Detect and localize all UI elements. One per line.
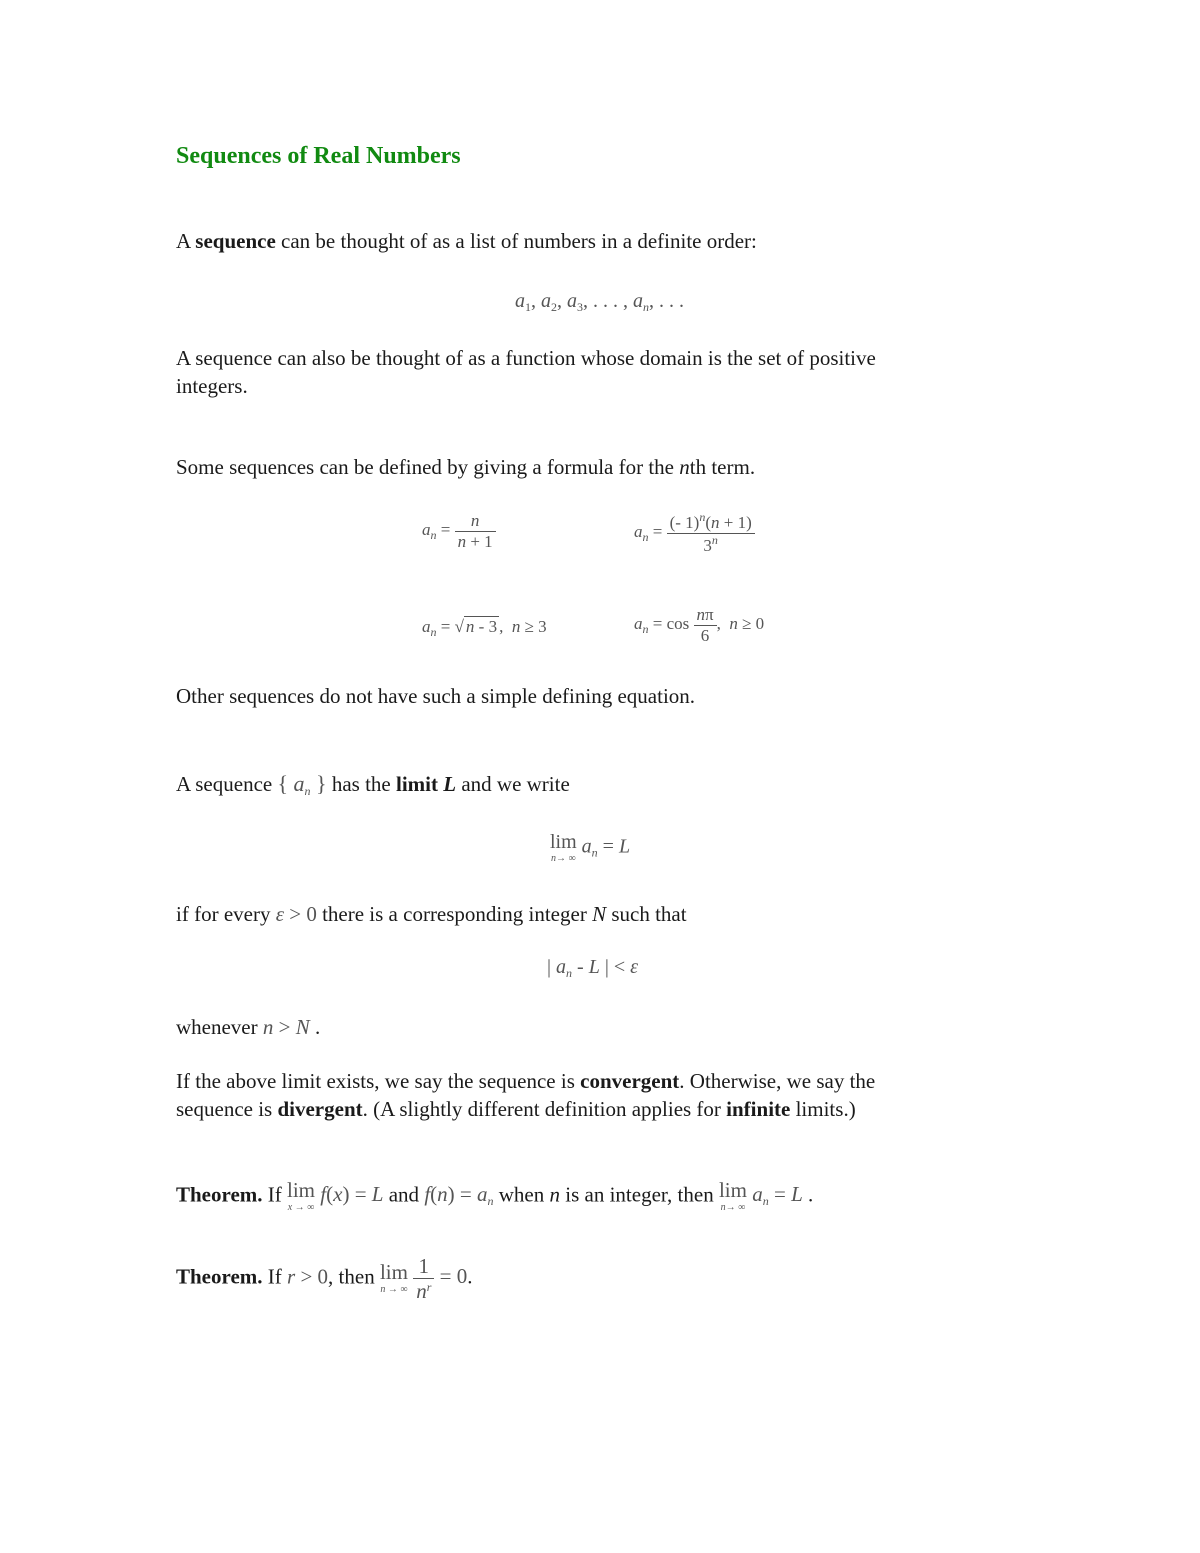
text: If the above limit exists, we say the sequence is <box>176 1069 581 1093</box>
epsilon-condition: ε > 0 <box>275 902 317 926</box>
text: . <box>808 1182 814 1207</box>
text: there is a corresponding integer <box>316 902 593 926</box>
formula-lim-reciprocal: lim n → ∞ $\frac{1}{n^r}$ = 0 <box>379 1254 468 1304</box>
text: Some sequences can be defined by giving a formula for the <box>176 455 680 479</box>
paragraph-no-simple-equation: Other sequences do not have such a simple defining equation. <box>176 684 696 708</box>
sequence-set-symbol: { an } <box>277 771 327 798</box>
paragraph-epsilon <box>176 902 687 927</box>
var-n: n <box>679 455 690 479</box>
formula-f-n: f(n) = an <box>424 1182 494 1209</box>
text: . <box>467 1264 473 1289</box>
formula-sqrt: $a_n$ = √ n - 3 , n ≥ 3 <box>422 617 547 639</box>
text: . <box>314 1015 321 1039</box>
term-limit: limit <box>396 772 444 796</box>
theorem-label: Theorem. <box>176 1182 263 1207</box>
var-L: L <box>443 772 457 796</box>
text: If <box>262 1264 288 1289</box>
text: and <box>383 1182 425 1207</box>
formula-n-over-n-plus-1: $a_n$ = $\frac{n}{n + 1}$ <box>422 511 496 551</box>
paragraph-nth-term <box>176 455 755 480</box>
term-convergent: convergent <box>580 1069 680 1093</box>
theorem-2 <box>176 1254 472 1303</box>
formula-lim-f: lim x → ∞ f(x) = L <box>287 1178 384 1213</box>
sequence-list-formula: $a_1$, $a_2$, $a_3$, . . . , $a_n$, . . . <box>515 290 684 314</box>
paragraph-convergent-line2 <box>176 1097 856 1122</box>
formula-abs-difference: | $a_n$ - L | < ε <box>547 956 638 980</box>
paragraph-convergent-line1 <box>176 1069 875 1094</box>
text: such that <box>606 902 687 926</box>
n-greater-than-N: n > N <box>262 1015 310 1039</box>
formula-lim-a: lim n→ ∞ an = L <box>718 1178 803 1213</box>
r-positive: r > 0 <box>287 1264 329 1289</box>
paragraph-function-line2: integers. <box>176 374 248 398</box>
text: , then <box>328 1264 380 1289</box>
paragraph-limit-intro <box>176 771 570 799</box>
var-N: N <box>592 902 607 926</box>
text: . Otherwise, we say the <box>679 1069 876 1093</box>
text: and we write <box>456 772 570 796</box>
text: A sequence <box>176 772 278 796</box>
text: if for every <box>176 902 276 926</box>
text: If <box>262 1182 288 1207</box>
theorem-label: Theorem. <box>176 1264 263 1289</box>
term-divergent: divergent <box>277 1097 363 1121</box>
term-infinite: infinite <box>726 1097 791 1121</box>
text: is an integer, then <box>560 1182 719 1207</box>
term-sequence: sequence <box>195 229 276 253</box>
theorem-1 <box>176 1180 813 1213</box>
paragraph-whenever <box>176 1015 320 1040</box>
text: sequence is <box>176 1097 278 1121</box>
formula-limit: lim n→ ∞ $a_n = L$ <box>550 831 631 864</box>
paragraph-sequence-definition <box>176 229 757 254</box>
var-n: n <box>549 1182 560 1207</box>
paragraph-function-line1: A sequence can also be thought of as a function whose domain is the set of positive <box>176 346 876 370</box>
text: when <box>493 1182 550 1207</box>
text: whenever <box>176 1015 263 1039</box>
formula-alternating: $a_n$ = $\frac{(- 1)^n(n + 1)}{3^n}$ <box>634 511 755 555</box>
text: A <box>176 229 196 253</box>
page-title: Sequences of Real Numbers <box>176 143 461 169</box>
text: has the <box>326 772 396 796</box>
text: . (A slightly different definition applies for <box>362 1097 727 1121</box>
text: limits.) <box>790 1097 856 1121</box>
text: th term. <box>689 455 756 479</box>
text: can be thought of as a list of numbers in a definite order: <box>275 229 757 253</box>
formula-cos: $a_n = \cos$ $\frac{n\pi}{6}$ , n ≥ 0 <box>634 605 765 645</box>
